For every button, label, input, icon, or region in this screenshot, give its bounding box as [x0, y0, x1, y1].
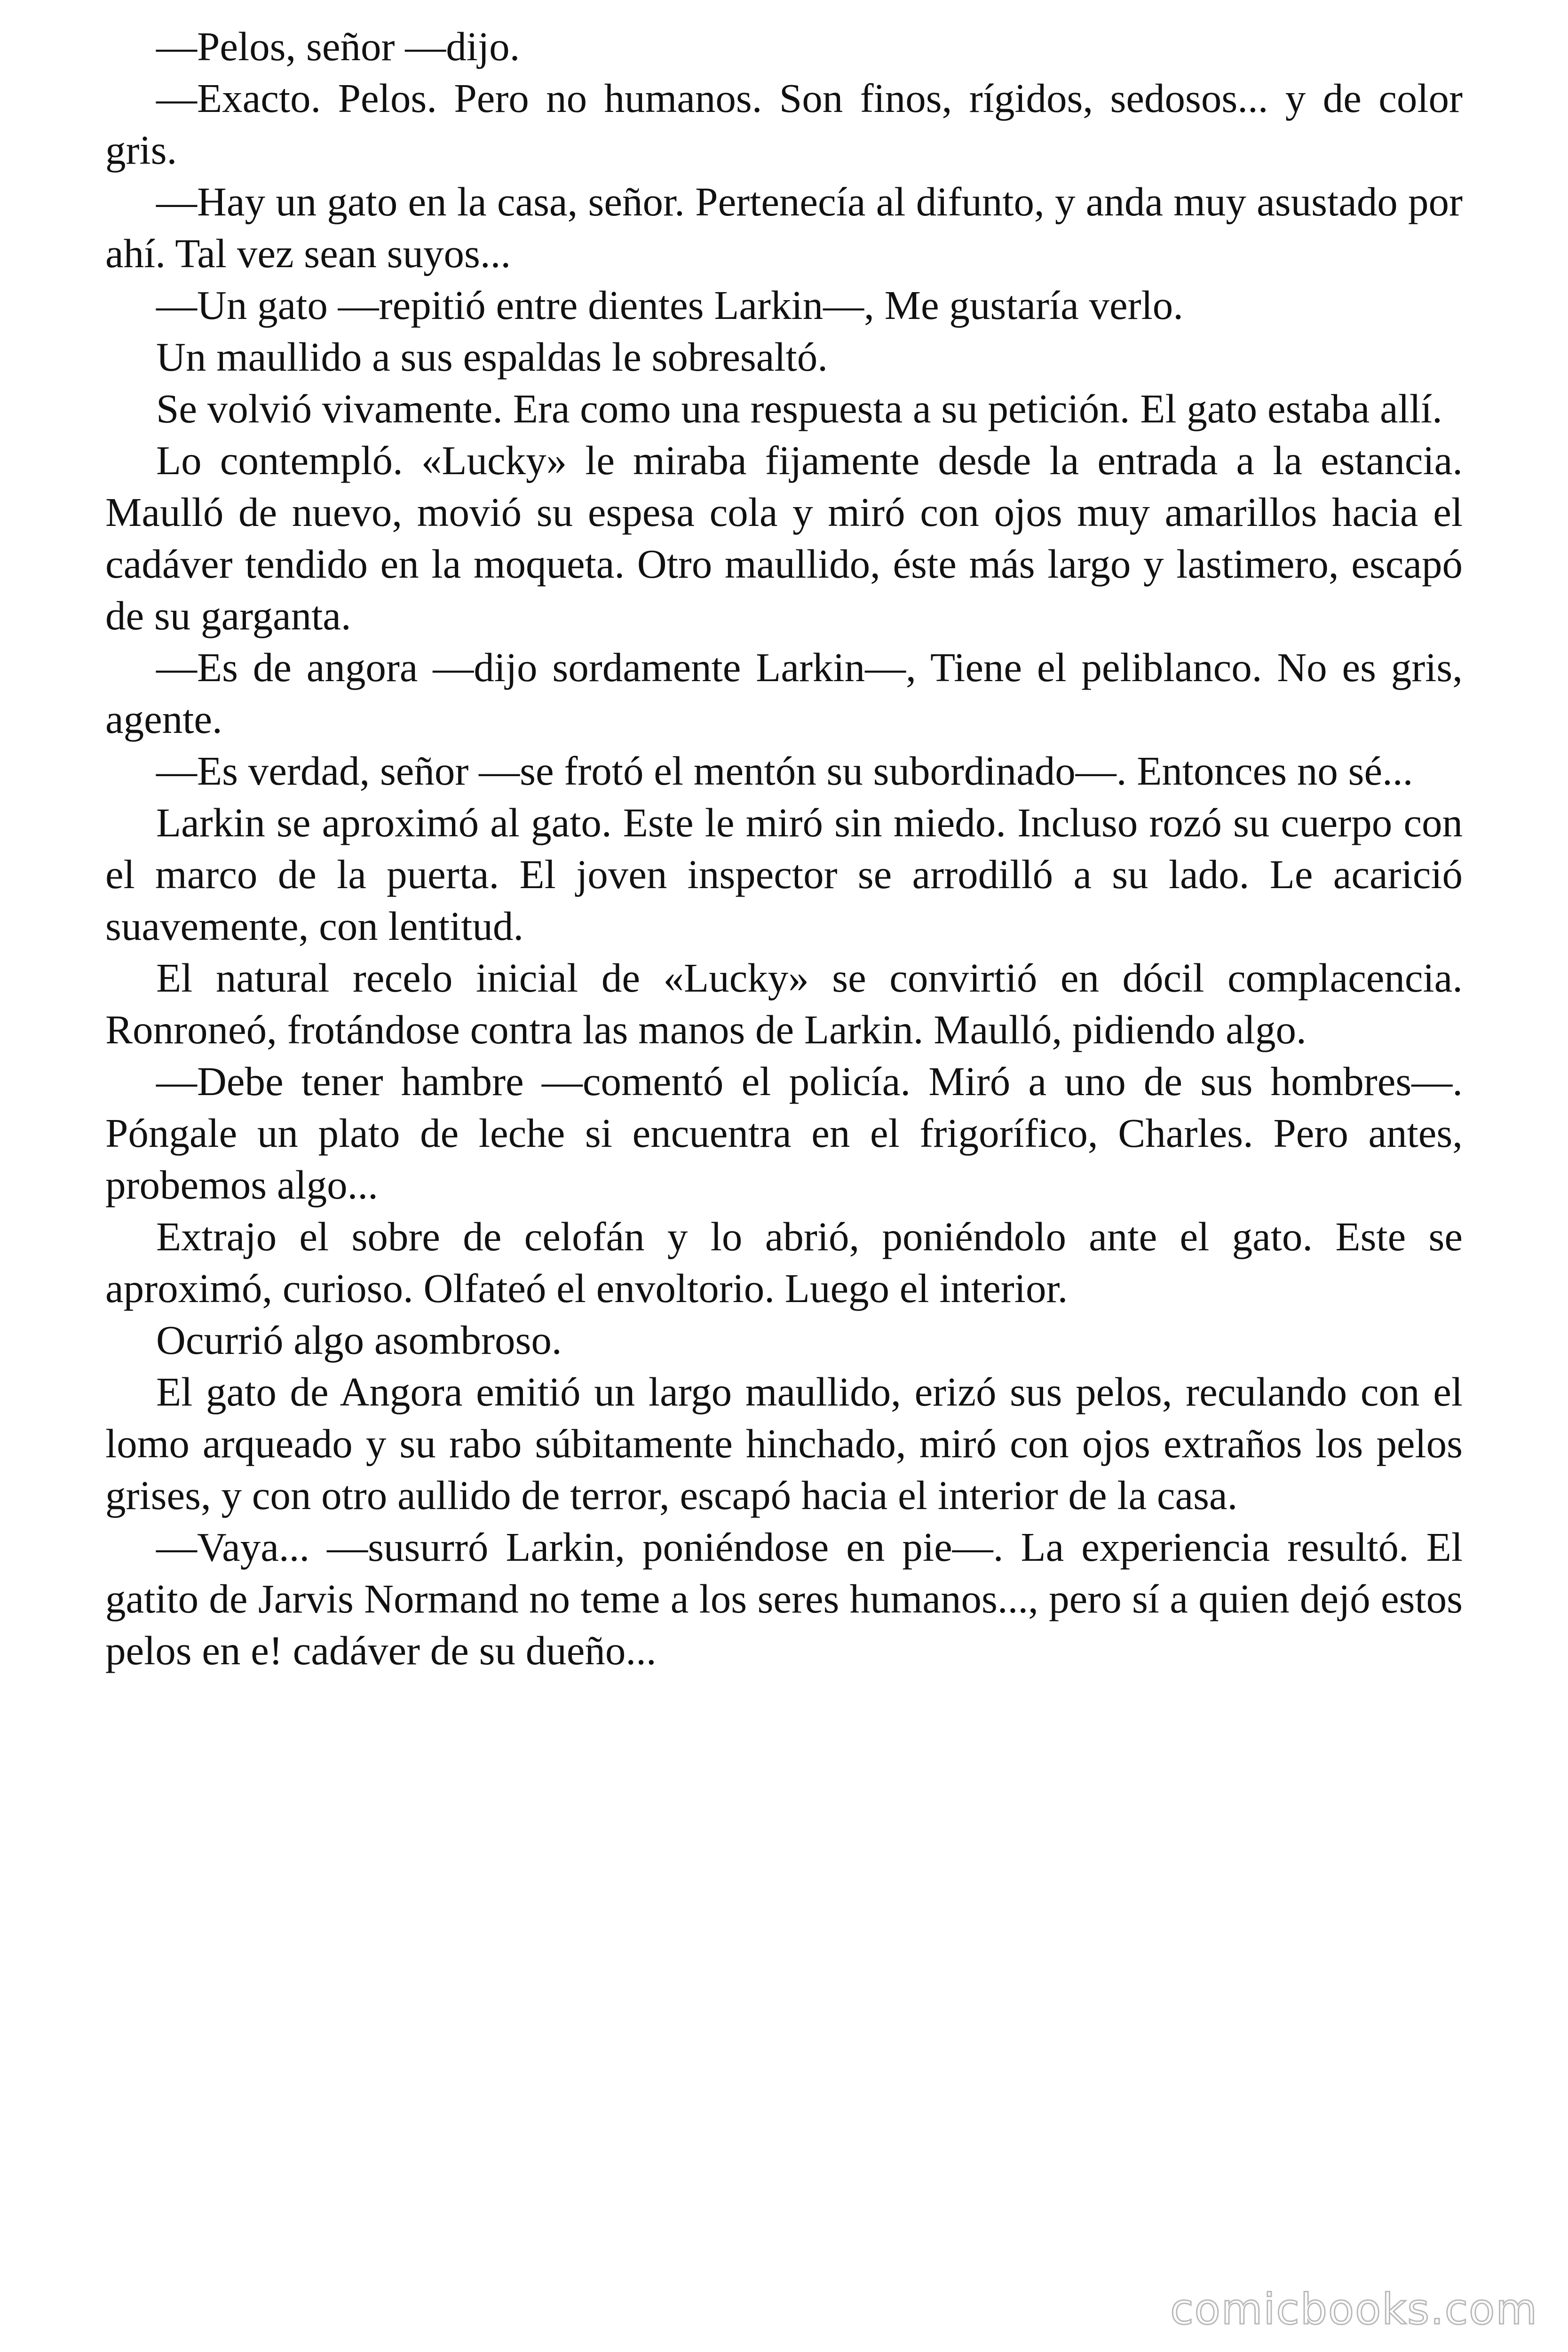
watermark: comicbooks.com [1170, 2285, 1538, 2334]
paragraph-1: —Pelos, señor —dijo. [156, 24, 520, 69]
paragraph-16: —Vaya... —susurró Larkin, poniéndose en pie—. La experiencia resultó. El gatito de Jarvis Normand no teme a los seres humanos..., pero sí a quien dejó estos pelos en e! cadáver de su dueño... [105, 1524, 1463, 1673]
paragraph-15: El gato de Angora emitió un largo maullido, erizó sus pelos, reculando con el lomo arqueado y su rabo súbitamente hinchado, miró con ojos extraños los pelos grises, y con otro aullido de terror, escapó hacia el interior de la casa. [105, 1369, 1463, 1518]
paragraph-7: Lo contempló. «Lucky» le miraba fijamente desde la entrada a la estancia. Maulló de nuevo, movió su espesa cola y miró con ojos muy amarillos hacia el cadáver tendido en la moqueta. Otro maullido, éste más largo y lastimero, escapó de su garganta. [105, 437, 1463, 638]
paragraph-12: —Debe tener hambre —comentó el policía. Miró a uno de sus hombres—. Póngale un plato de leche si encuentra en el frigorífico, Charles. Pero antes, probemos algo... [105, 1058, 1463, 1208]
paragraph-8: —Es de angora —dijo sordamente Larkin—, Tiene el peliblanco. No es gris, agente. [105, 644, 1463, 742]
page-text [105, 21, 1463, 1677]
paragraph-2: —Exacto. Pelos. Pero no humanos. Son finos, rígidos, sedosos... y de color gris. [105, 75, 1463, 173]
paragraph-14: Ocurrió algo asombroso. [156, 1317, 562, 1363]
paragraph-13: Extrajo el sobre de celofán y lo abrió, poniéndolo ante el gato. Este se aproximó, curioso. Olfateó el envoltorio. Luego el interior. [105, 1214, 1463, 1311]
paragraph-5: Un maullido a sus espaldas le sobresaltó. [156, 334, 828, 380]
paragraph-4: —Un gato —repitió entre dientes Larkin—, Me gustaría verlo. [156, 282, 1184, 328]
paragraph-3: —Hay un gato en la casa, señor. Pertenecía al difunto, y anda muy asustado por ahí. Tal vez sean suyos... [105, 179, 1463, 276]
paragraph-11: El natural recelo inicial de «Lucky» se convirtió en dócil complacencia. Ronroneó, frotándose contra las manos de Larkin. Maulló, pidiendo algo. [105, 955, 1463, 1052]
paragraph-6: Se volvió vivamente. Era como una respuesta a su petición. El gato estaba allí. [156, 386, 1442, 431]
paragraph-10: Larkin se aproximó al gato. Este le miró sin miedo. Incluso rozó su cuerpo con el marco de la puerta. El joven inspector se arrodilló a su lado. Le acarició suavemente, con lentitud. [105, 800, 1463, 949]
paragraph-9: —Es verdad, señor —se frotó el mentón su subordinado—. Entonces no sé... [156, 748, 1413, 794]
